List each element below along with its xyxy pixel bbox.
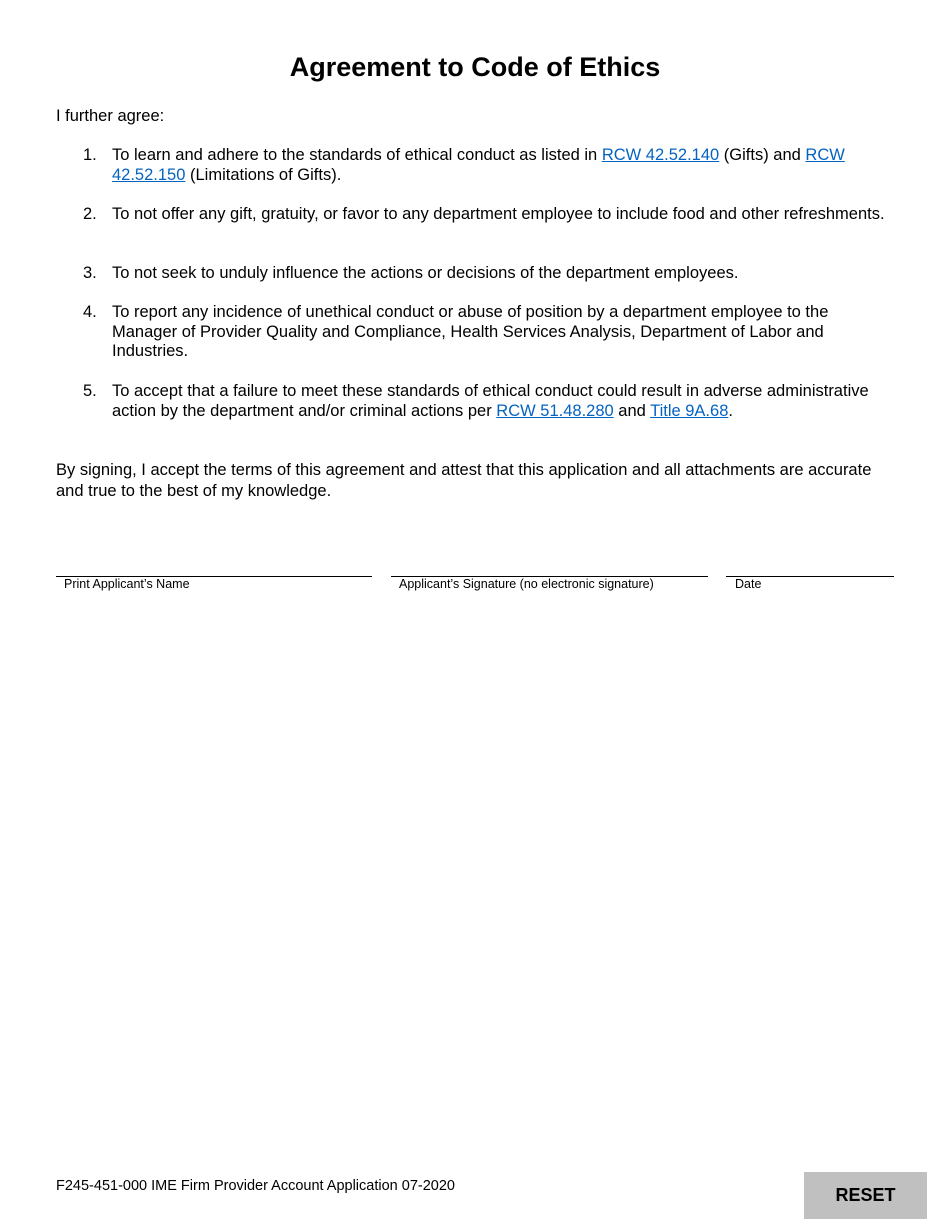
page-title: Agreement to Code of Ethics xyxy=(289,52,661,82)
date-field-label: Date xyxy=(735,577,762,591)
signature-field-label: Applicant’s Signature (no electronic signature) xyxy=(399,577,654,591)
item-text: To accept that a failure to meet these standards of ethical conduct could result in adverse administrative action by the department and/or criminal actions per RCW 51.48.280 and Title 9A.68. xyxy=(112,382,869,420)
name-field-label: Print Applicant’s Name xyxy=(64,577,190,591)
title-9a-68-link[interactable]: Title 9A.68 xyxy=(650,401,729,420)
rcw-42-52-150-link[interactable]: RCW 42.52.150 xyxy=(112,146,845,184)
item-text: To learn and adhere to the standards of ethical conduct as listed in RCW 42.52.140 (Gifts) and RCW 42.52.150 (Limitations of Gifts). xyxy=(112,146,845,184)
reset-button[interactable]: RESET xyxy=(804,1172,927,1219)
item-number: 3. xyxy=(83,264,97,282)
item-number: 5. xyxy=(83,382,97,400)
item-number: 2. xyxy=(83,205,97,223)
item-number: 1. xyxy=(83,146,97,164)
attestation-text: By signing, I accept the terms of this agreement and attest that this application and all attachments are accurate and true to the best of my knowledge. xyxy=(56,461,872,500)
item-text: To not offer any gift, gratuity, or favor to any department employee to include food and other refreshments. xyxy=(112,205,885,223)
item-text: To report any incidence of unethical conduct or abuse of position by a department employee to the Manager of Provider Quality and Compliance, Health Services Analysis, Department of Labor and Industries. xyxy=(112,303,829,360)
item-text: To not seek to unduly influence the actions or decisions of the department employees. xyxy=(112,264,739,282)
item-number: 4. xyxy=(83,303,97,321)
rcw-42-52-140-link[interactable]: RCW 42.52.140 xyxy=(601,146,720,164)
intro-text: I further agree: xyxy=(56,107,165,125)
rcw-51-48-280-link[interactable]: RCW 51.48.280 xyxy=(496,401,614,420)
form-identifier: F245-451-000 IME Firm Provider Account Application 07-2020 xyxy=(56,1178,455,1194)
